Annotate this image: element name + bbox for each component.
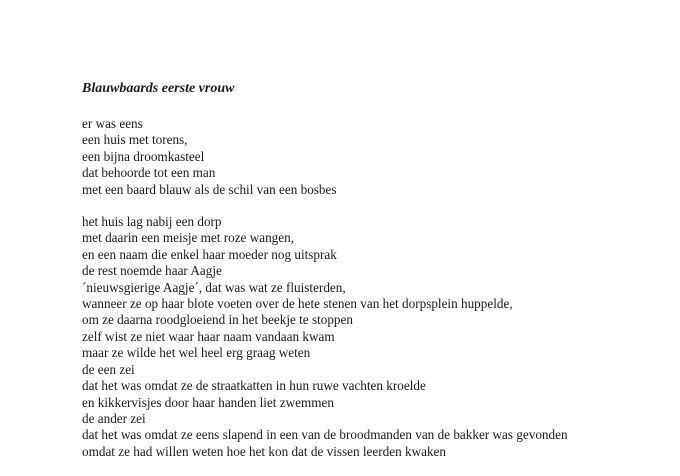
poem-line: het huis lag nabij een dorp [82,214,222,230]
poem-line: ´nieuwsgierige Aagje´, dat was wat ze fluisterden, [82,279,346,295]
poem-line: en een naam die enkel haar moeder nog uitsprak [82,246,337,262]
poem-line: de een zei [82,361,135,377]
poem-title: Blauwbaards eerste vrouw [82,81,235,96]
poem-line: maar ze wilde het wel heel erg graag weten [82,345,311,361]
poem-line: dat het was omdat ze de straatkatten in hun ruwe vachten kroelde [82,378,426,394]
poem-line: met een baard blauw als de schil van een bosbes [82,181,337,197]
stanza-2 [82,214,662,460]
poem-line: zelf wist ze niet waar haar naam vandaan kwam [82,328,335,344]
stanza-1 [82,116,662,198]
document-page [82,81,662,476]
poem-line: omdat ze had willen weten hoe het kon dat de vissen leerden kwaken [82,443,446,459]
poem-line: er was eens [82,116,143,131]
poem-line: en kikkervisjes door haar handen liet zwemmen [82,394,334,410]
poem-line: met daarin een meisje met roze wangen, [82,230,295,246]
poem-line: wanneer ze op haar blote voeten over de hete stenen van het dorpsplein huppelde, [82,296,513,312]
poem-line: een bijna droomkasteel [82,148,205,164]
poem-line: een huis met torens, [82,132,188,148]
poem-line: dat behoorde tot een man [82,165,216,181]
poem-line: de ander zei [82,410,146,426]
poem-line: om ze daarna roodgloeiend in het beekje te stoppen [82,312,353,328]
poem-line: de rest noemde haar Aagje [82,263,222,279]
poem-line: dat het was omdat ze eens slapend in een van de broodmanden van de bakker was gevonden [82,427,568,443]
